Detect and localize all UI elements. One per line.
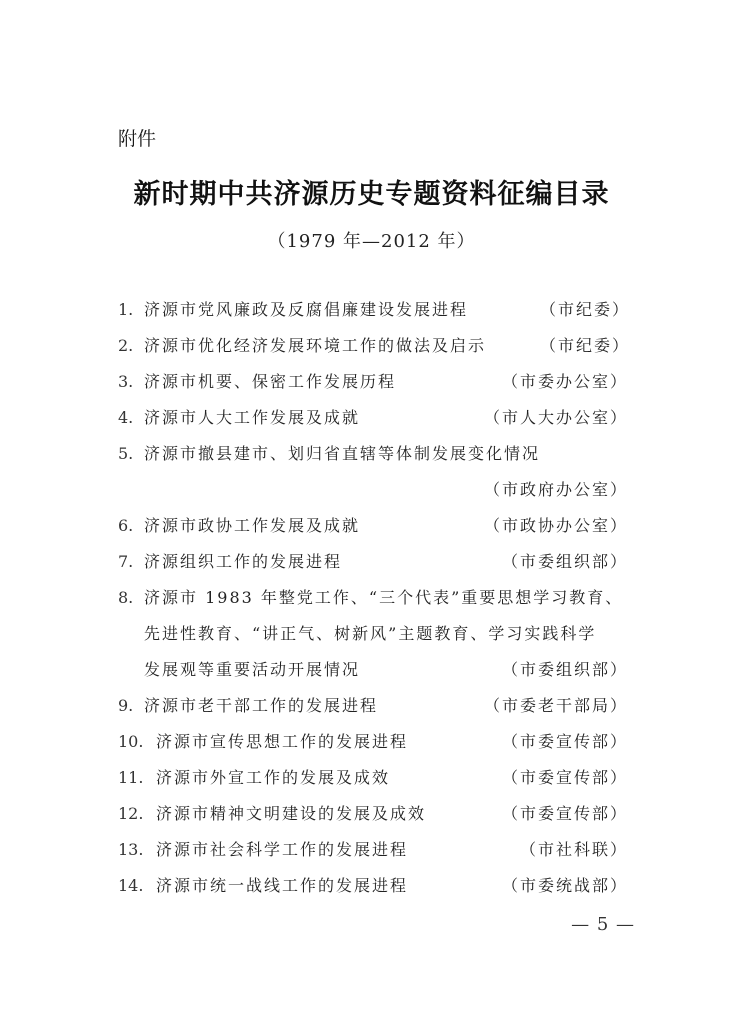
list-item: [118, 292, 638, 328]
item-text: 济源市机要、保密工作发展历程: [144, 372, 397, 391]
item-text-line-2: 先进性教育、“讲正气、树新风”主题教育、学习实践科学: [144, 624, 597, 643]
item-department: （市委组织部）: [501, 660, 628, 679]
item-department: （市政府办公室）: [483, 480, 628, 499]
list-item: [118, 508, 638, 544]
list-item: [118, 724, 638, 760]
list-item-continuation: [118, 472, 638, 508]
item-text: 济源市人大工作发展及成就: [144, 408, 361, 427]
item-text: 济源市党风廉政及反腐倡廉建设发展进程: [144, 300, 469, 319]
item-department: （市委宣传部）: [501, 732, 628, 751]
item-number: 2.: [118, 336, 134, 355]
item-text-line-1: 济源市 1983 年整党工作、“三个代表”重要思想学习教育、: [144, 588, 624, 607]
list-item: [118, 544, 638, 580]
list-item-continuation: [118, 616, 638, 652]
item-number: 3.: [118, 372, 134, 391]
list-item: [118, 364, 638, 400]
item-department: （市社科联）: [519, 840, 628, 859]
item-number: 5.: [118, 444, 134, 463]
list-item: [118, 688, 638, 724]
page-title: 新时期中共济源历史专题资料征编目录: [133, 179, 610, 210]
list-item: [118, 580, 638, 616]
item-department: （市委统战部）: [501, 876, 628, 895]
list-item: [118, 328, 638, 364]
item-number: 7.: [118, 552, 134, 571]
item-text: 济源市老干部工作的发展进程: [144, 696, 379, 715]
item-text: 济源市精神文明建设的发展及成效: [156, 804, 427, 823]
item-text: 济源市统一战线工作的发展进程: [156, 876, 409, 895]
item-department: （市人大办公室）: [483, 408, 628, 427]
item-text: 济源市政协工作发展及成就: [144, 516, 361, 535]
attachment-label: 附件: [118, 128, 157, 150]
page-subtitle: （1979 年—2012 年）: [267, 231, 476, 252]
item-number: 13.: [118, 840, 144, 859]
item-number: 10.: [118, 732, 144, 751]
item-department: （市纪委）: [539, 336, 630, 355]
item-number: 14.: [118, 876, 144, 895]
item-text: 济源组织工作的发展进程: [144, 552, 343, 571]
catalog-list: [118, 292, 638, 904]
item-text: 济源市优化经济发展环境工作的做法及启示: [144, 336, 487, 355]
item-department: （市纪委）: [539, 300, 630, 319]
list-item: [118, 436, 638, 472]
item-text: 济源市撤县建市、划归省直辖等体制发展变化情况: [144, 444, 541, 463]
item-text: 济源市社会科学工作的发展进程: [156, 840, 409, 859]
item-text: 济源市宣传思想工作的发展进程: [156, 732, 409, 751]
item-number: 9.: [118, 696, 134, 715]
item-department: （市委办公室）: [501, 372, 628, 391]
item-number: 1.: [118, 300, 134, 319]
item-number: 6.: [118, 516, 134, 535]
item-text: 济源市外宣工作的发展及成效: [156, 768, 391, 787]
list-item: [118, 760, 638, 796]
item-text-line-3: 发展观等重要活动开展情况: [144, 660, 361, 679]
list-item-continuation: [118, 652, 638, 688]
item-number: 8.: [118, 588, 134, 607]
item-department: （市委老干部局）: [483, 696, 628, 715]
item-department: （市委组织部）: [501, 552, 628, 571]
list-item: [118, 832, 638, 868]
list-item: [118, 796, 638, 832]
item-number: 4.: [118, 408, 134, 427]
item-department: （市政协办公室）: [483, 516, 628, 535]
item-department: （市委宣传部）: [501, 804, 628, 823]
item-number: 11.: [118, 768, 144, 787]
list-item: [118, 400, 638, 436]
list-item: [118, 868, 638, 904]
page-number: — 5 —: [571, 914, 635, 935]
item-department: （市委宣传部）: [501, 768, 628, 787]
item-number: 12.: [118, 804, 144, 823]
